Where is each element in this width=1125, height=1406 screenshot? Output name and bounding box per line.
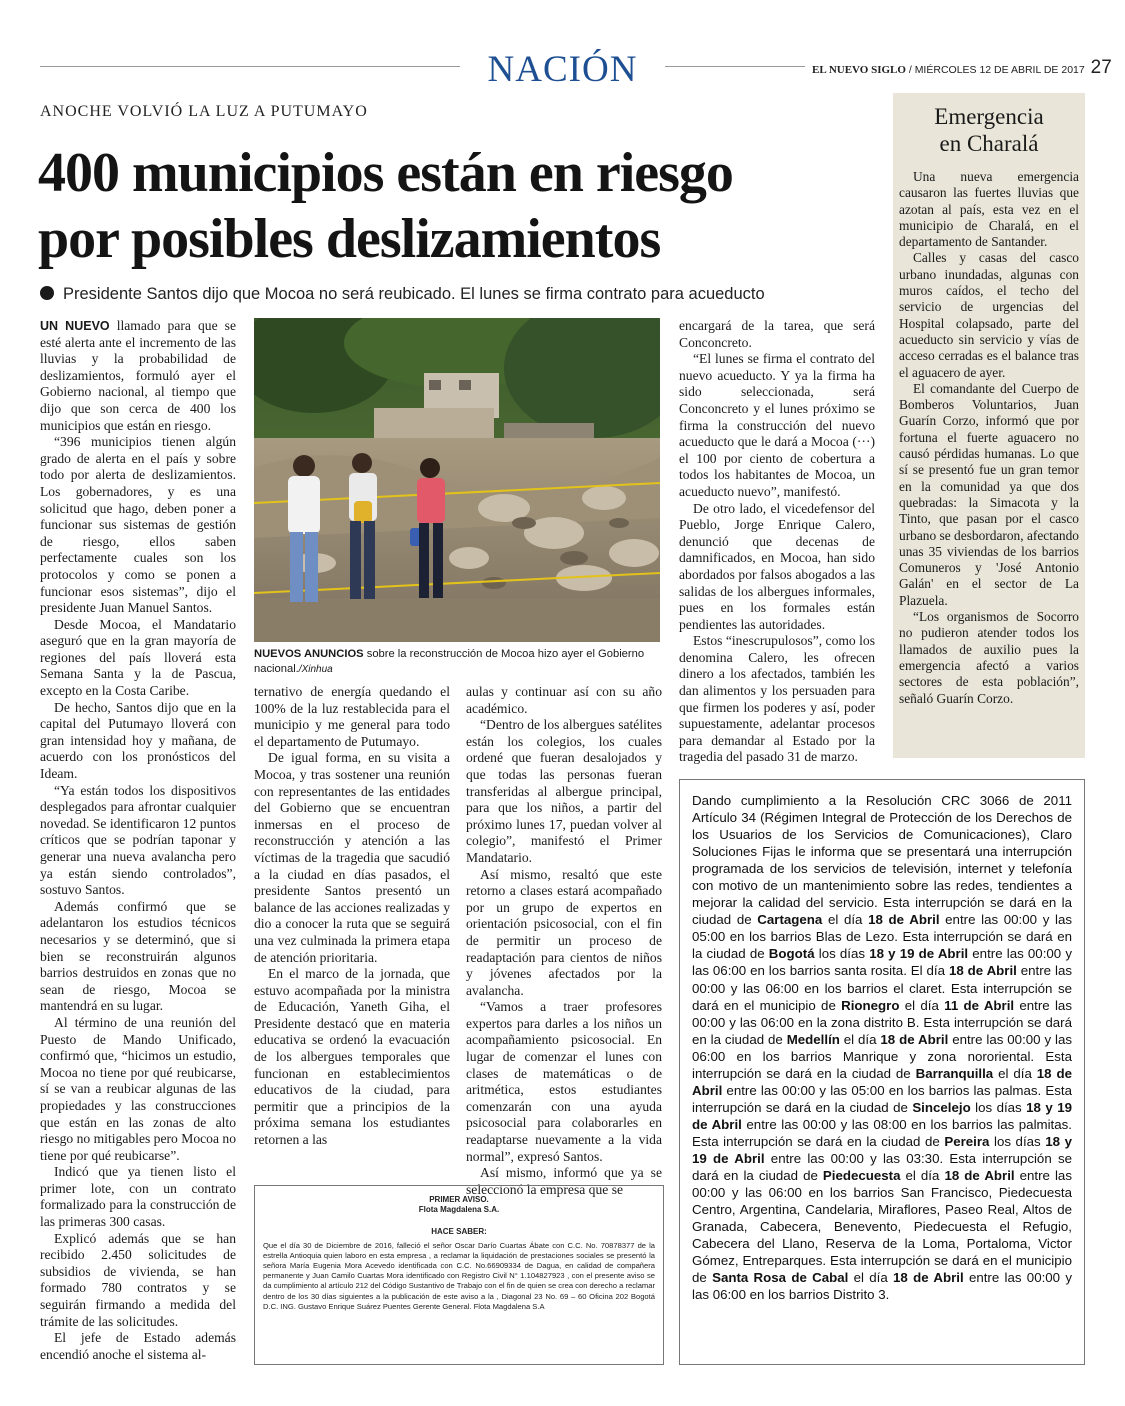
notice-segment: entre las 00:00 y las 05:00 en los barrios las palmas. Esta interrupción se dará en la ciudad de [692, 1082, 1072, 1115]
sidebar-body [899, 169, 1079, 707]
subhead-text: Presidente Santos dijo que Mocoa no será reubicado. El lunes se firma contrato para acueducto [63, 285, 765, 303]
photo-credit: /Xinhua [298, 664, 333, 675]
article-paragraph: Además confirmó que se adelantaron los estudios técnicos necesarios y se determinó, que si bien se reconstruirán algunos barrios destruidos en zonas que no sean de riesgo, Mocoa se mantendrá en su lugar. [40, 898, 236, 1014]
headline-line-1: 400 municipios están en riesgo [38, 142, 733, 204]
caption-text: sobre la reconstrucción de Mocoa hizo ayer el Gobierno nacional. [254, 648, 645, 675]
sidebar-title [899, 103, 1079, 157]
article-paragraph: “Ya están todos los dispositivos desplegados para afrontar cualquier novedad. Se identificaron 12 puntos críticos que se podrían taponar y generar una nueva avalancha pero ya están siendo controlados”, sostuvo Santos. [40, 782, 236, 898]
article-paragraph: “Vamos a traer profesores expertos para darles a los niños un acompañamiento psicosocial. En lugar de comenzar el lunes con clases de matemáticas o de aritmética, estos estudiantes comenzarán con una ayuda psicosocial para colaborarles en readaptarse nuevamente a la vida normal”, expresó Santos. [466, 999, 662, 1164]
article-paragraph: Estos “inescrupulosos”, como los denomina Calero, les ofrecen dinero a los afectados, también les dan alimentos y los persuaden para que firmen los poderes y así, poder supuestamente, adelantar procesos para demandar al Estado por la tragedia del pasado 31 de marzo. [679, 633, 875, 765]
article-paragraph: Así mismo, resaltó que este retorno a clases estará acompañado por un grupo de expertos en orientación psicosocial, con el fin de permitir un proceso de readaptación para cientos de niños y jóvenes afectados por la avalancha. [466, 866, 662, 998]
headline-line-2: por posibles deslizamientos [38, 208, 661, 270]
page-number: 27 [1090, 57, 1112, 78]
legal-notice-content [263, 1195, 655, 1312]
article-paragraph: Explicó además que se han recibido 2.450 solicitudes de subsidios de vivienda, se han formado 780 contratos y se seguirán firmando a medida del trámite de las solicitudes. [40, 1230, 236, 1329]
notice-segment: los días [814, 946, 870, 962]
sidebar-title-line-2: en Charalá [939, 131, 1039, 156]
article-column-4 [679, 318, 875, 766]
notice-segment: los días [970, 1099, 1027, 1115]
notice-place: Barranquilla [915, 1065, 994, 1081]
article-paragraph: “El lunes se firma el contrato del nuevo acueducto. Y ya la firma ha sido seleccionada, será Conconcreto y el lunes próximo se firma la construcción del nuevo acueducto que le dará a Mocoa (···) el 100 por ciento de cobertura a todos los habitantes de Mocoa, un acueducto nuevo”, manifestó. [679, 351, 875, 499]
article-paragraph: El jefe de Estado además encendió anoche el sistema al- [40, 1330, 236, 1362]
notice-segment: entre las 00:00 y las 06:00 en los barrios Distrito 3. [692, 1270, 1072, 1303]
notice-segment: el día [848, 1270, 894, 1286]
caption-lead: NUEVOS ANUNCIOS [254, 648, 364, 660]
lead-in: UN NUEVO [40, 319, 110, 333]
notice-text [692, 792, 1072, 1303]
article-photo [254, 318, 660, 642]
article-kicker: ANOCHE VOLVIÓ LA LUZ A PUTUMAYO [40, 103, 368, 120]
flood-debris-photo-icon [254, 318, 660, 642]
article-column-3 [466, 684, 662, 1198]
notice-segment: entre las 00:00 y las 06:00 en los barrios santa rosita. El día [692, 946, 1072, 979]
notice-date: 18 de Abril [893, 1270, 964, 1286]
article-column-1 [40, 318, 236, 1363]
service-interruption-notice [679, 779, 1085, 1365]
notice-segment: el día [839, 1031, 881, 1047]
notice-segment: entre las 00:00 y las 08:00 en los barrios las palmitas. Esta interrupción se dará en la ciudad de [692, 1116, 1072, 1149]
article-paragraph: De otro lado, el vicedefensor del Pueblo, Jorge Enrique Calero, denunció que decenas de damnificados, en Mocoa, han sido abordados por falsos abogados a las salidas de los albergues informales, pues en los formales están pendientes las autoridades. [679, 500, 875, 632]
article-paragraph: Así mismo, informó que ya se seleccionó la empresa que se [466, 1165, 662, 1197]
sidebar-paragraph: Calles y casas del casco urbano inundadas, algunas con muros caídos, el techo del servicio de urgencias del Hospital colapsado, parte del acueducto sin servicio y vías de acceso cerradas es el balance tras el aguacero de ayer. [899, 250, 1079, 380]
article-paragraph: Desde Mocoa, el Mandatario aseguró que en la gran mayoría de regiones del país lloverá esta Semana Santa y la de Pascua, excepto en la Costa Caribe. [40, 616, 236, 699]
notice-place: Medellín [786, 1031, 840, 1047]
paragraph-text: llamado para que se esté alerta ante el incremento de las lluvias y la probabilidad de deslizamientos, formuló ayer el Gobierno nacional, al tiempo que dijo que son cerca de 400 los municipios que están en riesgo. [40, 318, 236, 433]
notice-segment: entre las 00:00 y las 06:00 en los barrios San Francisco, Piedecuesta Centro, Argentina, Candelaria, Miraflores, Paseo Real, Altos de Granada, Cabecera, Benevento, Piedecuesta el Refugio, Cabecera del Llano, Reserva de la Loma, Portaloma, Victor Gómez, Entreparques. Esta interrupción se dará en el municipio de [692, 1168, 1072, 1286]
article-subhead [40, 285, 880, 304]
legal-notice-title: PRIMER AVISO. [429, 1195, 489, 1204]
notice-date: 18 de Abril [880, 1031, 949, 1047]
notice-date: 18 y 19 de Abril [692, 1099, 1073, 1132]
masthead [812, 57, 1112, 79]
legal-notice [254, 1185, 664, 1365]
sidebar-charala [893, 93, 1085, 758]
notice-segment: el día [822, 912, 869, 928]
article-paragraph: Al término de una reunión del Puesto de Mando Unificado, confirmó que, “hicimos un estudio, Mocoa no tiene por qué reubicarse, sí se van a reubicar algunas de las propiedades y las construcciones que están en las zonas de alto riesgo no mitigables pero Mocoa no tiene por qué reubicarse”. [40, 1014, 236, 1163]
notice-segment: el día [899, 997, 945, 1013]
bullet-icon [40, 286, 54, 300]
legal-notice-body: Que el día 30 de Diciembre de 2016, falleció el señor Oscar Darío Cuartas Ábate con C.C. No. 70878377 de la estrella Antioquia quien laboro en esta empresa , a reclamar la liquidación de prestaciones sociales se presentó la señora María Eugenia Mora Acevedo identificada con C.C. No.66909334 de Dagua, en calidad de compañera permanente y Juan Camilo Cuartas Mora identificado con Registro Civil N° 1.104827923 , con el presente aviso se da cumplimiento al artículo 212 del Código Sustantivo de Trabajo con el fin de quien se crea con derecho a reclamar dentro de los 30 días siguientes a la publicación de este aviso a la , Diagonal 23 No. 69 – 60 Oficina 202 Bogotá D.C. ING. Gustavo Enrique Suárez Puentes Gerente General. Flota Magdalena S.A [263, 1240, 655, 1311]
notice-date: 18 y 19 de Abril [869, 946, 969, 962]
issue-date: MIÉRCOLES 12 DE ABRIL DE 2017 [914, 64, 1085, 76]
sidebar-paragraph: “Los organismos de Socorro no pudieron atender todos los llamados de auxilio pues la emergencia afectó a varios sectores de esta población”, señaló Guarín Corzo. [899, 609, 1079, 706]
notice-place: Rionegro [841, 997, 900, 1013]
notice-segment: entre las 00:00 y las 06:00 en la zona distrito B. Esta interrupción se dará en la ciudad de [692, 997, 1072, 1047]
notice-place: Sincelejo [912, 1099, 971, 1115]
notice-place: Bogotá [768, 946, 815, 962]
article-paragraph: De igual forma, en su visita a Mocoa, y tras sostener una reunión con representantes de las entidades del Gobierno que se encuentran inmersas en el proceso de reconstrucción y atención a las víctimas de la tragedia que sacudió a la ciudad en días pasados, el presidente Santos presentó un balance de las acciones realizadas y dio a conocer la ruta que se seguirá una vez culminada la primera etapa de atención prioritaria. [254, 750, 450, 965]
article-paragraph: En el marco de la jornada, que estuvo acompañada por la ministra de Educación, Yaneth Giha, el Presidente destacó que en materia educativa se ordenó la evacuación de los albergues temporales que funcionan en establecimientos educativos de la ciudad, para permitir que a principios de la próxima semana los estudiantes retornen a las [254, 966, 450, 1148]
section-rule-left [40, 66, 460, 67]
sidebar-paragraph: Una nueva emergencia causaron las fuertes lluvias que azotan al país, esta vez en el municipio de Charalá, en el departamento de Santander. [899, 169, 1079, 250]
article-headline [38, 140, 878, 272]
notice-place: Piedecuesta [822, 1168, 901, 1184]
article-column-2 [254, 684, 450, 1149]
article-paragraph: “396 municipios tienen algún grado de alerta en el país y sobre todo por alerta de deslizamientos. Los gobernadores, y es una solicitud que hago, deben poner a funcionar sus sistemas de gestión de riesgo, ellos saben perfectamente cuales son los protocolos y como se ponen a funcionar esos sistemas”, dijo el presidente Juan Manuel Santos. [40, 434, 236, 616]
notice-segment: entre las 00:00 y las 06:00 en los barrios el claret. Esta interrupción se dará en el municipio de [692, 963, 1072, 1013]
article-paragraph [40, 318, 236, 434]
notice-date: 18 y 19 de Abril [692, 1133, 1072, 1166]
sidebar-title-line-1: Emergencia [934, 104, 1044, 129]
notice-date: 11 de Abril [944, 997, 1015, 1013]
article-paragraph: “Dentro de los albergues satélites están los colegios, los cuales ordené que fueran desalojados y que todas las personas fueran transferidas al albergue principal, para que los niños, a partir del próximo lunes 17, puedan volver al colegio”, manifestó el Primer Mandatario. [466, 717, 662, 865]
notice-segment: entre las 00:00 y las 06:00 en los barrios Manrique y zona nororiental. Esta interrupción se dará en la ciudad de [692, 1031, 1072, 1081]
section-title: NACIÓN [487, 49, 638, 90]
masthead-separator: / [908, 64, 912, 76]
photo-caption [254, 647, 660, 677]
notice-segment: el día [900, 1168, 945, 1184]
sidebar-paragraph: El comandante del Cuerpo de Bomberos Voluntarios, Juan Guarín Corzo, informó que por fortuna el fuerte aguacero no causó pérdidas humanas. Lo que sí se presentó fue un gran temor en la comunidad ya que dos quebradas: la Simacota y la Tinto, que pasan por el casco urbano se desbordaron, afectando unas 35 viviendas de los barrios Comuneros y 'José Antonio Galán' en el sector de La Plazuela. [899, 380, 1079, 608]
notice-segment: los días [989, 1133, 1046, 1149]
notice-date: 18 de Abril [692, 1065, 1072, 1098]
notice-segment: entre las 00:00 y las 05:00 en los barrios Blas de Lezo. Esta interrupción se dará en la ciudad de [692, 912, 1072, 962]
notice-place: Santa Rosa de Cabal [712, 1270, 849, 1286]
legal-notice-heading: HACE SABER: [431, 1227, 487, 1237]
notice-place: Cartagena [757, 912, 823, 928]
notice-segment: Dando cumplimiento a la Resolución CRC 3066 de 2011 Artículo 34 (Régimen Integral de Protección de los Derechos de los Usuarios de los Servicios de Comunicaciones), Claro Soluciones Fijas le informa que se presentará una interrupción programada de los servicios de televisión, internet y telefonía con motivo de un mantenimiento sobre las redes, tendientes a mejorar la calidad del servicio. Esta interrupción se dará en la ciudad de [692, 793, 1072, 928]
article-paragraph: Indicó que ya tienen listo el primer lote, con un contrato formalizado para la construcción de las primeras 300 casas. [40, 1164, 236, 1230]
notice-date: 18 de Abril [944, 1168, 1015, 1184]
notice-date: 18 de Abril [948, 963, 1017, 979]
article-paragraph: aulas y continuar así con su año académico. [466, 684, 662, 716]
notice-date: 18 de Abril [868, 912, 940, 928]
section-rule-right [665, 66, 805, 67]
notice-segment: entre las 00:00 y las 03:30. Esta interrupción se dará en la ciudad de [692, 1150, 1072, 1184]
article-paragraph: De hecho, Santos dijo que en la capital del Putumayo lloverá con gran intensidad hoy y mañana, de acuerdo con los pronósticos del Ideam. [40, 699, 236, 782]
legal-notice-company: Flota Magdalena S.A. [418, 1205, 500, 1215]
newspaper-name: EL NUEVO SIGLO [812, 64, 906, 76]
notice-segment: el día [993, 1065, 1037, 1081]
article-paragraph: encargará de la tarea, que será Conconcreto. [679, 318, 875, 350]
notice-place: Pereira [944, 1133, 990, 1149]
article-paragraph: ternativo de energía quedando el 100% de la luz restablecida para el municipio y me general para todo el departamento de Putumayo. [254, 684, 450, 749]
